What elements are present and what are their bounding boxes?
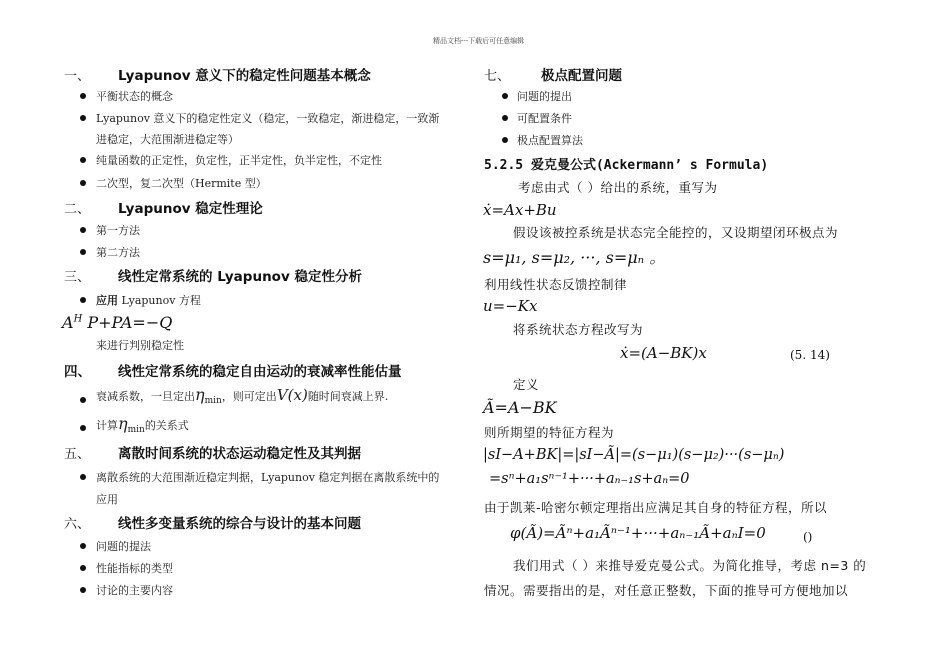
lyapunov-equation: $A^H$ P+PA=−Q <box>62 313 173 332</box>
section-4-title: 线性定常系统的稳定自由运动的衰减率性能估量 <box>118 364 402 380</box>
paragraph: 则所期望的特征方程为 <box>484 425 615 440</box>
list-item-continuation: 进稳定，大范围渐进稳定等） <box>96 133 239 146</box>
bold-word: 应用 <box>96 294 118 307</box>
section-7-title: 极点配置问题 <box>541 68 622 84</box>
list-item-text: 衰减系数，一旦定出 <box>96 390 195 403</box>
section-5-number: 五、 <box>64 447 91 462</box>
list-item: 第二方法 <box>96 246 140 259</box>
section-6-number: 六、 <box>64 517 91 532</box>
bullet-icon <box>80 93 86 99</box>
subsection-heading: 5.2.5 爱克曼公式(Ackermann’ s Formula) <box>484 158 769 173</box>
bullet-icon <box>502 93 508 99</box>
section-2-number: 二、 <box>64 202 91 217</box>
section-1-number: 一、 <box>64 69 91 84</box>
list-item-continuation: 应用 <box>96 493 118 506</box>
note-text: 来进行判别稳定性 <box>96 339 184 352</box>
section-7-number: 七、 <box>484 69 511 84</box>
paragraph: 情况。需要指出的是，对任意正整数，下面的推导可方便地加以 <box>484 583 849 598</box>
bullet-icon <box>502 115 508 121</box>
list-item: 第一方法 <box>96 224 140 237</box>
list-item-text: ，则可定出 <box>221 390 277 403</box>
bullet-icon <box>80 157 86 163</box>
list-item: 问题的提法 <box>96 540 151 553</box>
list-item-text: 随时间衰减上界. <box>307 390 389 403</box>
equation-characteristic: |sI−A+BK|=|sI−Ã|=(s−μ₁)(s−μ₂)···(s−μₙ) <box>483 447 785 463</box>
list-item: 纯量函数的正定性，负定性，正半定性，负半定性，不定性 <box>96 154 382 167</box>
list-item: 讨论的主要内容 <box>96 584 173 597</box>
section-6-title: 线性多变量系统的综合与设计的基本问题 <box>118 516 361 532</box>
bullet-icon <box>80 425 86 431</box>
equation-definition: Ã=A−BK <box>483 398 557 417</box>
bullet-icon <box>502 137 508 143</box>
bullet-icon <box>80 474 86 480</box>
bullet-icon <box>80 587 86 593</box>
equation-poles: s=μ₁, s=μ₂, ···, s=μₙ 。 <box>483 248 666 267</box>
equation-number: (5. 14) <box>790 348 830 362</box>
list-item: 性能指标的类型 <box>96 562 173 575</box>
bullet-icon <box>80 249 86 255</box>
list-item: 平衡状态的概念 <box>96 90 173 103</box>
bullet-icon <box>80 227 86 233</box>
list-item: 离散系统的大范围渐近稳定判据，Lyapunov 稳定判据在离散系统中的 <box>96 471 440 484</box>
section-5-title: 离散时间系统的状态运动稳定性及其判据 <box>118 446 361 462</box>
equation-closed-loop: ẋ=(A−BK)x <box>620 344 707 362</box>
list-item-text: Lyapunov 方程 <box>118 294 201 307</box>
list-item: 问题的提出 <box>517 90 572 103</box>
paragraph: 定义 <box>513 377 540 392</box>
section-2-title: Lyapunov 稳定性理论 <box>118 201 263 217</box>
equation-number: () <box>803 530 813 544</box>
paragraph: 由于凯莱-哈密尔顿定理指出应满足其自身的特征方程，所以 <box>484 500 828 515</box>
list-item-text: 计算 <box>96 419 118 432</box>
section-1-title: Lyapunov 意义下的稳定性问题基本概念 <box>118 68 371 84</box>
eta-symbol: η <box>195 385 205 404</box>
eta-subscript: min <box>204 396 222 407</box>
list-item <box>96 414 189 435</box>
bullet-icon <box>80 297 86 303</box>
eta-symbol: η <box>118 414 128 433</box>
list-item: 极点配置算法 <box>517 134 583 147</box>
bullet-icon <box>80 180 86 186</box>
lyapunov-function: V(x) <box>276 386 308 404</box>
page-header: 精品文档---下载后可任意编辑 <box>433 37 525 45</box>
eta-subscript: min <box>127 425 145 436</box>
paragraph: 假设该被控系统是状态完全能控的，又设期望闭环极点为 <box>513 225 839 240</box>
section-3-title: 线性定常系统的 Lyapunov 稳定性分析 <box>118 269 362 285</box>
section-3-number: 三、 <box>64 270 91 285</box>
paragraph: 将系统状态方程改写为 <box>513 322 644 337</box>
equation-state: ẋ=Ax+Bu <box>483 201 557 219</box>
bullet-icon <box>80 565 86 571</box>
list-item: 二次型，复二次型（Hermite 型） <box>96 177 267 190</box>
paragraph: 我们用式（ ）来推导爱克曼公式。为简化推导，考虑 n=3 的 <box>513 558 867 573</box>
bullet-icon <box>80 397 86 403</box>
paragraph: 利用线性状态反馈控制律 <box>484 277 628 292</box>
equation-feedback: u=−Kx <box>483 297 538 315</box>
bullet-icon <box>80 115 86 121</box>
equation-cayley-hamilton: φ(Ã)=Ãⁿ+a₁Ãⁿ⁻¹+···+aₙ₋₁Ã+aₙI=0 <box>510 524 766 542</box>
list-item-text: 的关系式 <box>144 419 189 432</box>
paragraph: 考虑由式（ ）给出的系统，重写为 <box>518 180 718 195</box>
equation-polynomial: =sⁿ+a₁sⁿ⁻¹+···+aₙ₋₁s+aₙ=0 <box>489 471 690 487</box>
list-item <box>96 385 388 406</box>
list-item <box>96 292 201 308</box>
section-4-number: 四、 <box>64 364 91 380</box>
list-item: 可配置条件 <box>517 112 572 125</box>
list-item: Lyapunov 意义下的稳定性定义（稳定，一致稳定，渐进稳定，一致渐 <box>96 112 440 125</box>
bullet-icon <box>80 543 86 549</box>
